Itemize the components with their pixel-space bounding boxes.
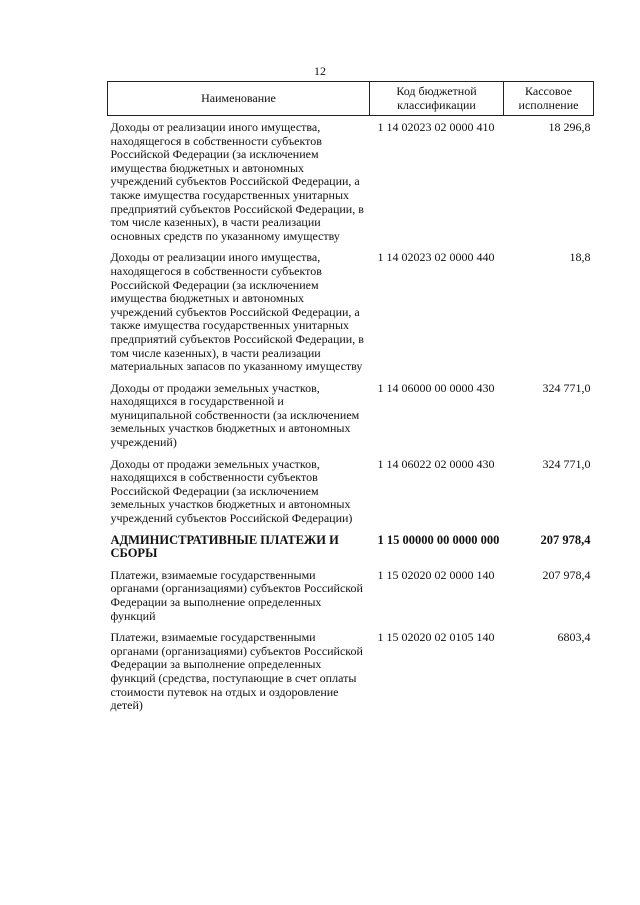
row-name: Доходы от реализации иного имущества, находящегося в собственности субъектов Российской Федерации (за исключением имущества бюджетных и автономных учреждений субъектов Российской Федерации, а также имущества государственных унитарных предприятий субъектов Российской Федерации, в том числе казенных), в части реализации основных средств по указанному имуществу — [110, 120, 364, 243]
table-header — [108, 82, 594, 116]
table-row-section — [108, 529, 594, 564]
table-row — [108, 377, 594, 453]
row-code: 1 14 02023 02 0000 410 — [377, 120, 495, 134]
header-value: Кассовое исполнение — [504, 82, 594, 116]
row-name: Платежи, взимаемые государственными органами (организациями) субъектов Российской Федерации за выполнение определенных функций (средства, поступающие в счет оплаты стоимости путевок на отдых и оздоровление детей) — [110, 630, 363, 713]
row-value: 207 978,4 — [540, 532, 591, 547]
row-value: 207 978,4 — [542, 567, 591, 582]
row-name: Доходы от продажи земельных участков, находящихся в государственной и муниципальной собственности (за исключением земельных участков бюджетных и автономных учреждений) — [110, 380, 360, 450]
table-row — [108, 116, 594, 247]
row-name: Платежи, взимаемые государственными органами (организациями) субъектов Российской Федерации за выполнение определенных функций — [110, 567, 363, 623]
row-name: Доходы от реализации иного имущества, находящегося в собственности субъектов Российской Федерации (за исключением имущества бюджетных и автономных учреждений субъектов Российской Федерации, а также имущества государственных унитарных предприятий субъектов Российской Федерации, в том числе казенных), в части реализации материальных запасов по указанному имуществу — [110, 250, 364, 374]
row-value: 18 296,8 — [548, 120, 591, 134]
page-number: 12 — [314, 64, 326, 78]
table-row — [108, 453, 594, 529]
row-code: 1 14 02023 02 0000 440 — [377, 250, 495, 265]
row-code: 1 14 06000 00 0000 430 — [377, 380, 495, 395]
row-name: АДМИНИСТРАТИВНЫЕ ПЛАТЕЖИ И СБОРЫ — [110, 532, 339, 561]
table-row — [108, 246, 594, 376]
row-code: 1 15 02020 02 0105 140 — [377, 630, 495, 645]
row-value: 18,8 — [569, 250, 591, 265]
table-row — [108, 564, 594, 626]
row-code: 1 15 02020 02 0000 140 — [377, 567, 495, 582]
table-row — [108, 626, 594, 716]
header-code: Код бюджетной классификации — [370, 82, 504, 116]
row-value: 324 771,0 — [542, 380, 591, 395]
budget-table — [107, 81, 594, 716]
header-name: Наименование — [108, 82, 370, 116]
row-code: 1 14 06022 02 0000 430 — [377, 456, 495, 471]
table-body — [108, 116, 594, 716]
row-value: 6803,4 — [557, 630, 591, 645]
row-code: 1 15 00000 00 0000 000 — [377, 532, 500, 547]
row-name: Доходы от продажи земельных участков, находящихся в собственности субъектов Российской Федерации (за исключением земельных участков бюджетных и автономных учреждений субъектов Российской Федерации) — [110, 456, 353, 526]
row-value: 324 771,0 — [542, 456, 591, 471]
